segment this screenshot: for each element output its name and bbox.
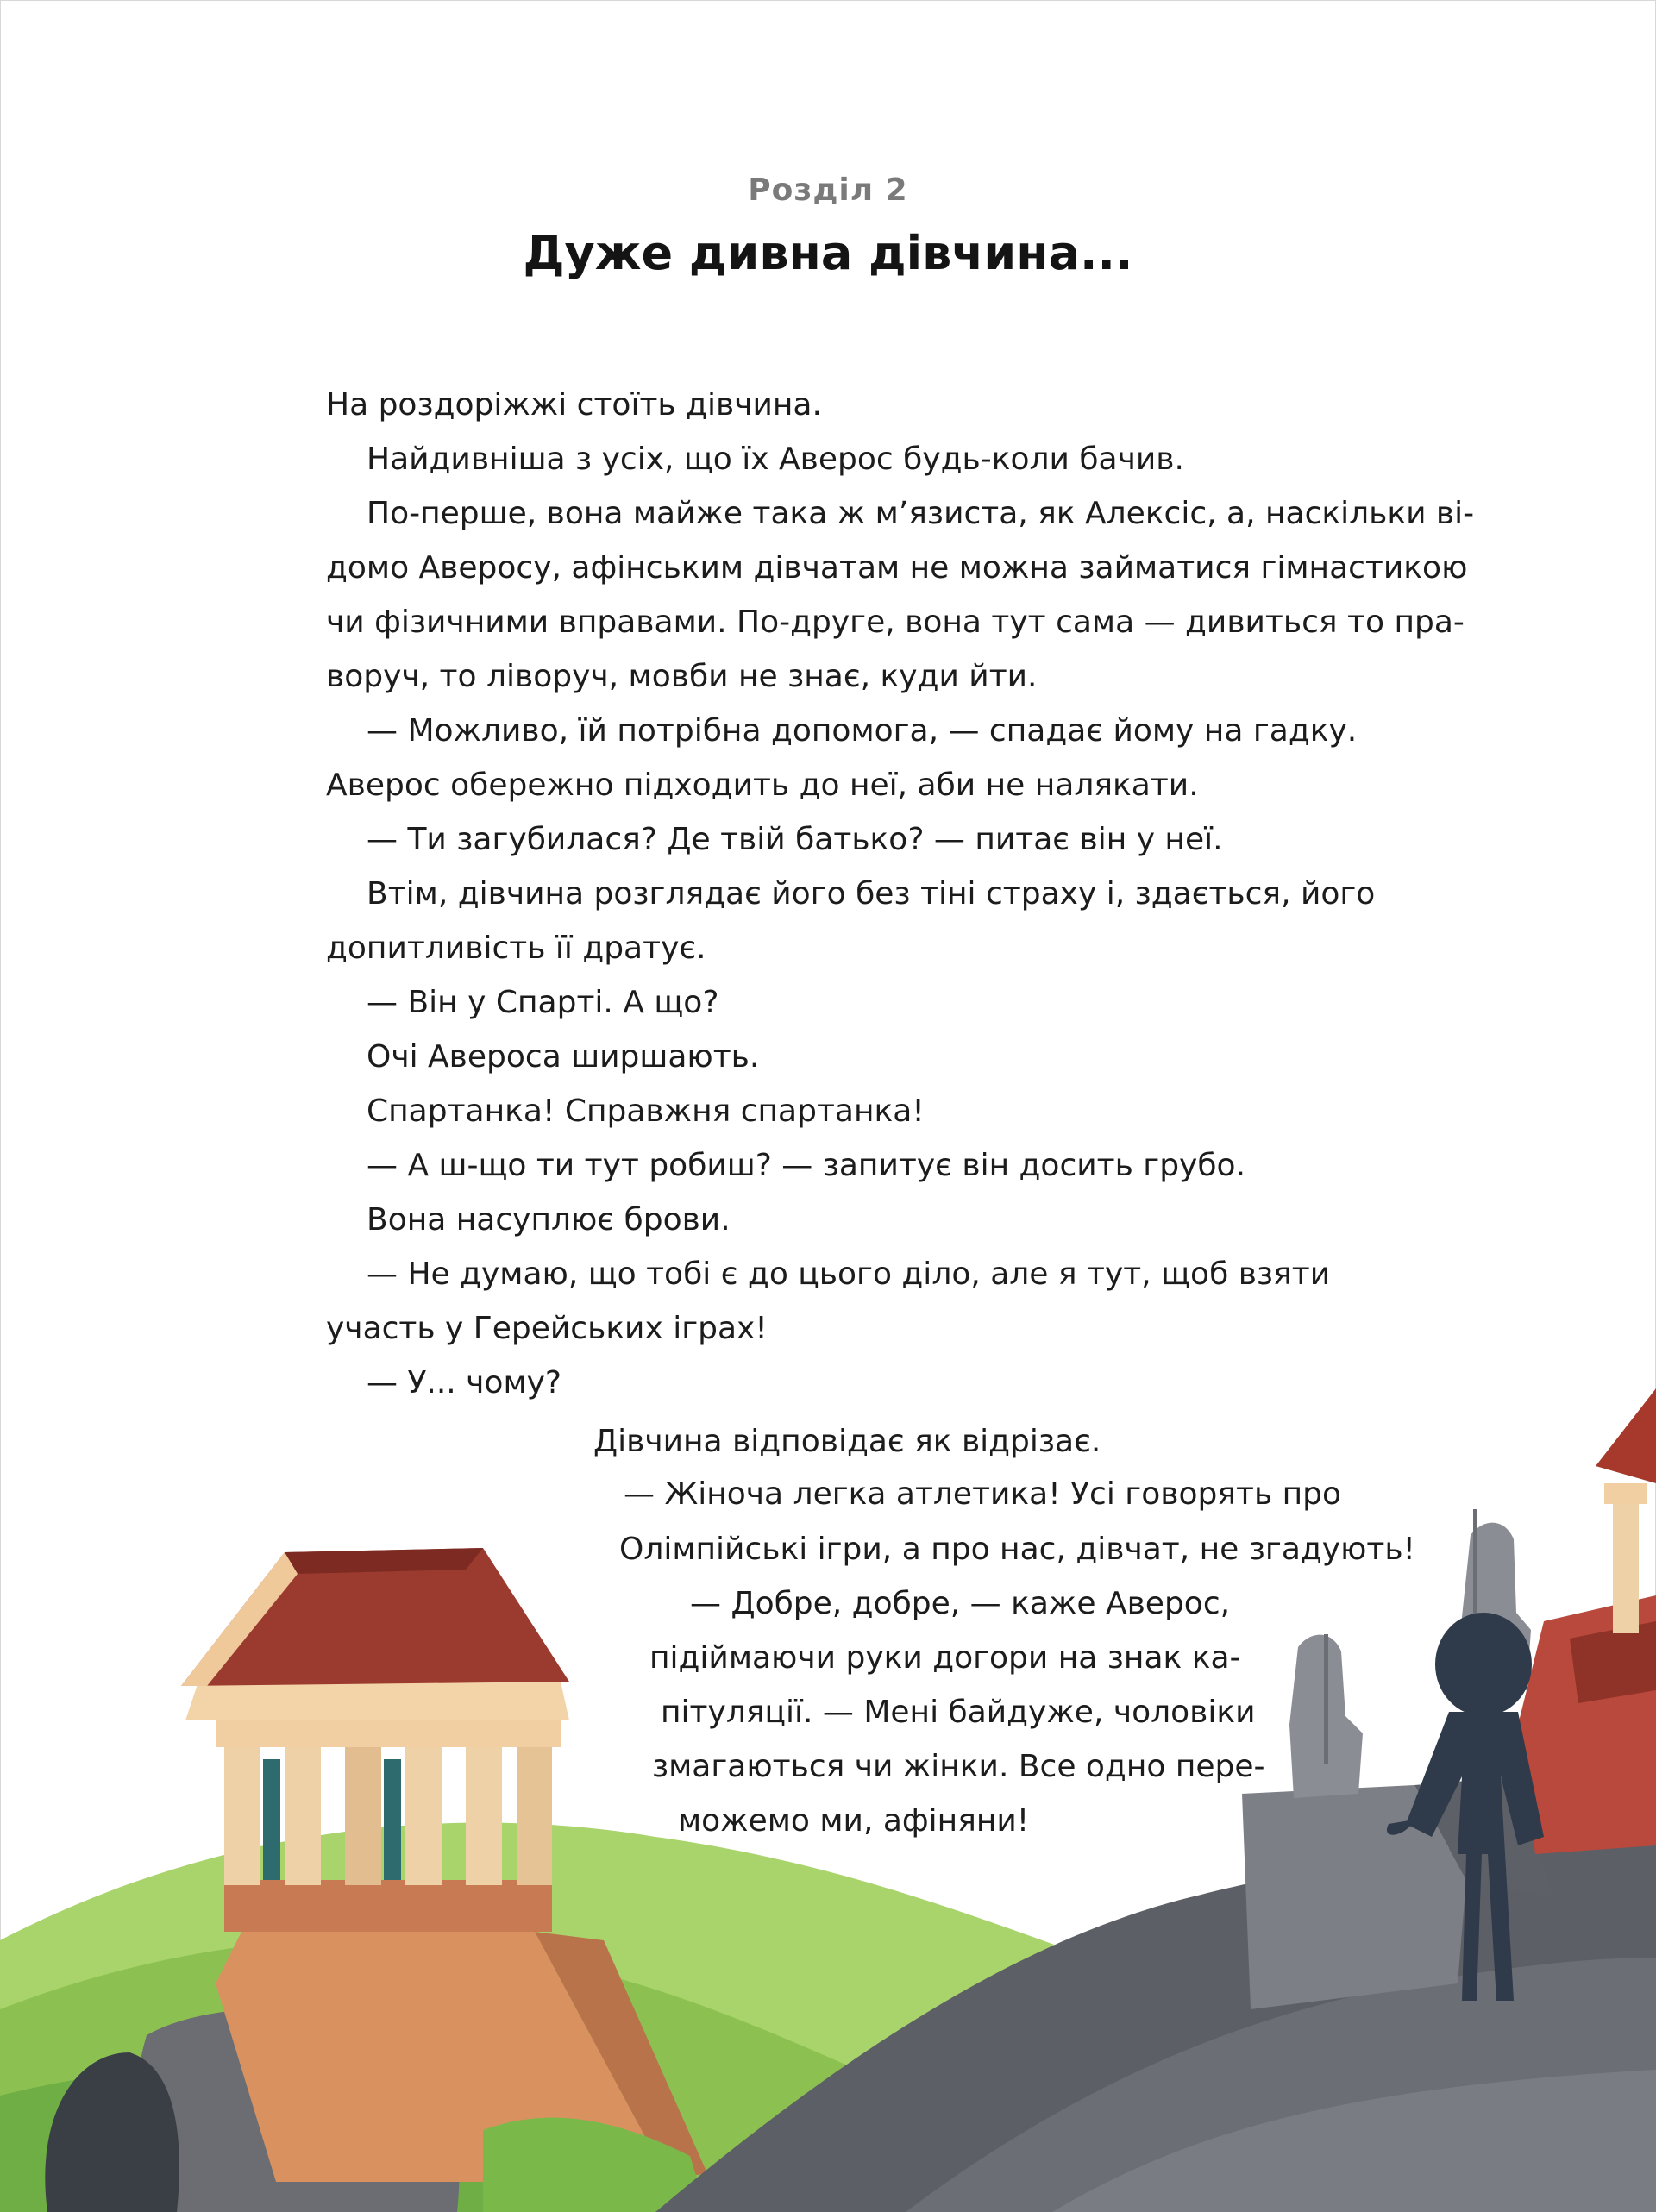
body-line: По-перше, вона майже така ж м’язиста, як Алексіс, а, наскільки ві- xyxy=(367,496,1475,531)
body-line: — Жіноча легка атлетика! Усі говорять про xyxy=(624,1476,1342,1512)
ruins-roof xyxy=(1596,1388,1656,1483)
body-line: — Можливо, їй потрібна допомога, — спадає йому на гадку. xyxy=(367,713,1358,749)
body-line: Найдивніша з усіх, що їх Аверос будь-коли бачив. xyxy=(367,442,1184,477)
body-line: Олімпійські ігри, а про нас, дівчат, не згадують! xyxy=(619,1532,1415,1567)
body-line: — Він у Спарті. А що? xyxy=(367,985,719,1020)
body-line: пітуляції. — Мені байдуже, чоловіки xyxy=(661,1695,1256,1730)
body-line: участь у Герейських іграх! xyxy=(326,1311,768,1346)
body-line: — Не думаю, що тобі є до цього діло, але я тут, щоб взяти xyxy=(367,1256,1331,1292)
body-line: допитливість її дратує. xyxy=(326,931,706,966)
chapter-label: Розділ 2 xyxy=(748,172,908,208)
body-line: можемо ми, афіняни! xyxy=(678,1803,1030,1839)
body-line: — У... чому? xyxy=(367,1365,562,1401)
body-line: Аверос обережно підходить до неї, аби не налякати. xyxy=(326,768,1199,803)
body-line: підіймаючи руки догори на знак ка- xyxy=(649,1640,1241,1676)
body-line: домо Аверосу, афінським дівчатам не можна займатися гімнастикою xyxy=(326,550,1468,586)
body-line: Вона насуплює брови. xyxy=(367,1202,731,1238)
body-line: Втім, дівчина розглядає його без тіні страху і, здається, його xyxy=(367,876,1376,912)
body-line: Очі Авероса ширшають. xyxy=(367,1039,760,1075)
body-line: — Добре, добре, — каже Аверос, xyxy=(690,1586,1231,1621)
chapter-title: Дуже дивна дівчина... xyxy=(523,226,1133,280)
body-line: — Ти загубилася? Де твій батько? — питає він у неї. xyxy=(367,822,1223,857)
temple-pediment xyxy=(185,1682,569,1720)
body-line: змагаються чи жінки. Все одно пере- xyxy=(652,1749,1265,1784)
body-line: Спартанка! Справжня спартанка! xyxy=(367,1093,925,1129)
body-line: — А ш-що ти тут робиш? — запитує він досить грубо. xyxy=(367,1148,1246,1183)
body-line: воруч, то ліворуч, мовби не знає, куди йти. xyxy=(326,659,1038,694)
body-line: чи фізичними вправами. По-друге, вона тут сама — дивиться то пра- xyxy=(326,605,1465,640)
body-line: На роздоріжжі стоїть дівчина. xyxy=(326,387,822,423)
body-line: Дівчина відповідає як відрізає. xyxy=(593,1424,1101,1459)
